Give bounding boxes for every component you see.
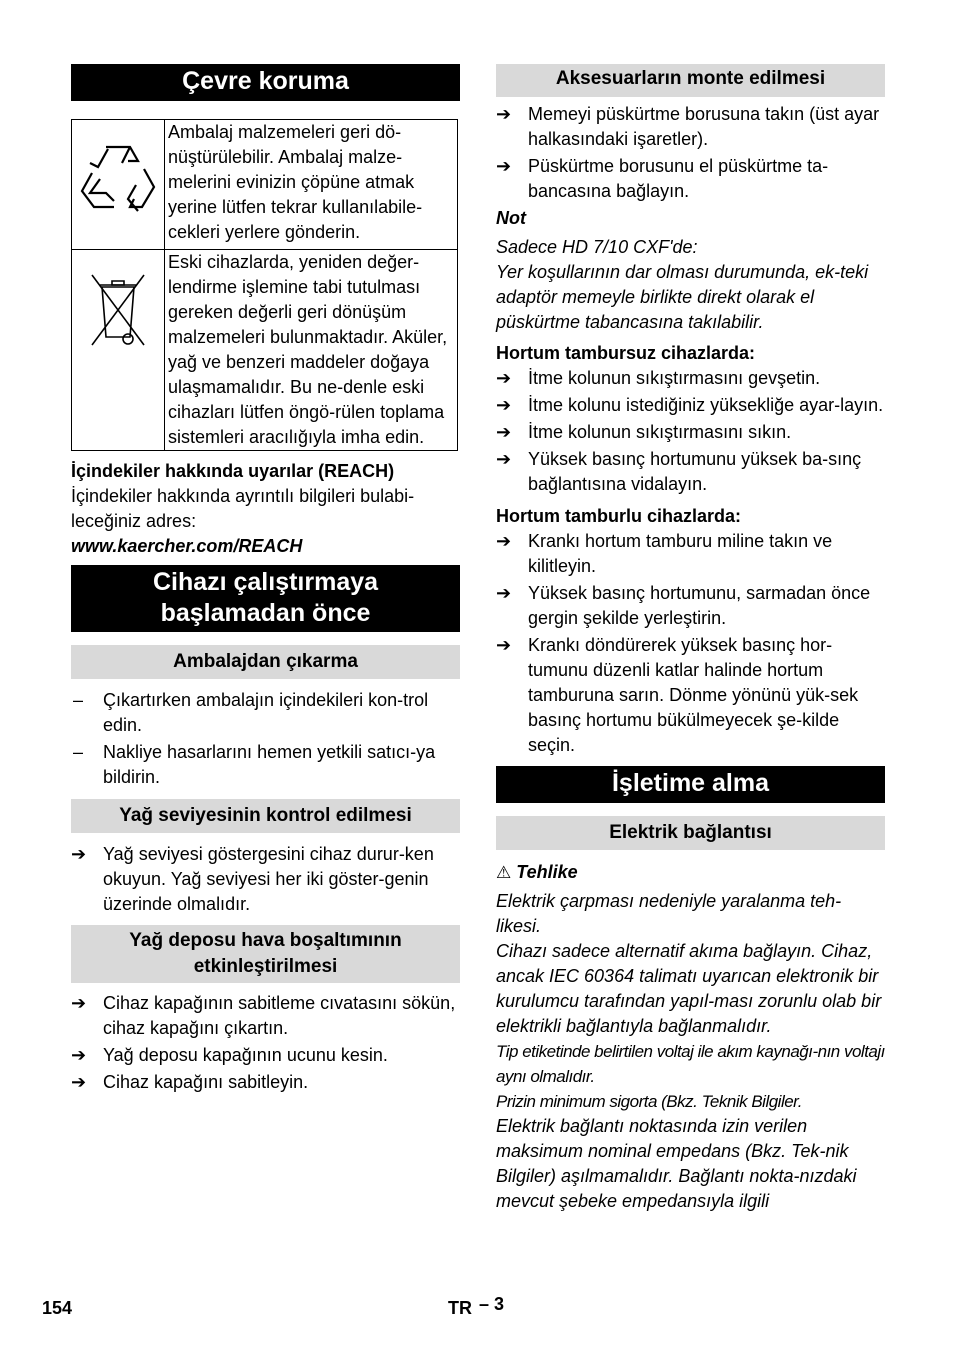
oil-venting-list [71, 991, 460, 1095]
arrow-bullet-icon: ➔ [71, 1045, 87, 1065]
environment-table [71, 119, 458, 451]
table-row [72, 120, 458, 250]
list-item-text: Çıkartırken ambalajın içindekileri kon-trol edin. [103, 690, 429, 735]
list-item-text: Yağ deposu kapağının ucunu kesin. [103, 1045, 388, 1065]
list-item [496, 581, 885, 631]
list-item-text: Krankı hortum tamburu miline takın ve kilitleyin. [528, 531, 833, 576]
list-item-text: Yağ seviyesi göstergesini cihaz durur-ken okuyun. Yağ seviyesi her iki göster-genin üzerinde olmalıdır. [103, 844, 434, 914]
subsection-title-unpacking: Ambalajdan çıkarma [71, 645, 460, 679]
subsection-title-electrical: Elektrik bağlantısı [496, 816, 885, 850]
table-row [72, 250, 458, 451]
recycle-icon [78, 135, 158, 215]
danger-text-2: Cihazı sadece alternatif akıma bağlayın. Cihaz, ancak IEC 60364 talimatı uyarıcan elektronik bir kurulumcu tarafından yapıl-ması zorunlu olab bir elektrikli bağlantıyla bağlanmalıdır. [496, 941, 882, 1036]
reel-title: Hortum tamburlu cihazlarda: [496, 506, 742, 526]
section-title-before-start: Cihazı çalıştırmaya başlamadan önce [71, 565, 460, 632]
danger-text-4: Prizin minimum sigorta (Bkz. Teknik Bilgiler. [496, 1092, 802, 1111]
list-item-text: Püskürtme borusunu el püskürtme ta-bancasına bağlayın. [528, 156, 829, 201]
note-label: Not [496, 208, 526, 228]
weee-icon-cell [72, 250, 165, 451]
list-item-text: Yüksek basınç hortumunu, sarmadan önce gergin şekilde yerleştirin. [528, 583, 871, 628]
weee-text: Eski cihazlarda, yeniden değer-lendirme işlemine tabi tutulması gereken değerli geri dönüşüm malzemeleri bulunmaktadır. Aküler, yağ ve benzeri maddeler doğaya ulaşmamalıdır. Bu ne-denle eski cihazları lütfen öngö-rülen toplama sistemleri aracılığıyla imha edin. [165, 250, 458, 451]
arrow-bullet-icon: ➔ [496, 449, 512, 469]
list-item-text: İtme kolunun sıkıştırmasını sıkın. [528, 422, 792, 442]
danger-heading [496, 860, 885, 885]
list-item-text: Memeyi püskürtme borusuna takın (üst ayar halkasındaki işaretler). [528, 104, 880, 149]
unpacking-list [71, 688, 460, 790]
list-item [496, 154, 885, 204]
arrow-bullet-icon: ➔ [496, 635, 512, 655]
footer-lang [448, 1294, 505, 1319]
danger-text-3: Tip etiketinde belirtilen voltaj ile akım kaynağı-nın voltajı aynı olmalıdır. [496, 1042, 885, 1086]
list-item [496, 102, 885, 152]
list-item-text: Cihaz kapağını sabitleyin. [103, 1072, 309, 1092]
arrow-bullet-icon: ➔ [496, 395, 512, 415]
list-item-text: Yüksek basınç hortumunu yüksek ba-sınç bağlantısına vidalayın. [528, 449, 862, 494]
oil-level-list [71, 842, 460, 917]
list-item [71, 688, 460, 738]
note-line2: Yer koşullarının dar olması durumunda, ek-teki adaptör memeyle birlikte direkt olarak el püskürtme tabancasına takılabilir. [496, 262, 869, 332]
list-item-text: İtme kolunu istediğiniz yüksekliğe ayar-layın. [528, 395, 884, 415]
arrow-bullet-icon: ➔ [496, 531, 512, 551]
no-reel-list [496, 366, 885, 497]
arrow-bullet-icon: ➔ [71, 1072, 87, 1092]
arrow-bullet-icon: ➔ [71, 993, 87, 1013]
list-item [71, 991, 460, 1041]
list-item [71, 740, 460, 790]
subsection-title-oil-level: Yağ seviyesinin kontrol edilmesi [71, 799, 460, 833]
section-title-environment: Çevre koruma [71, 64, 460, 101]
arrow-bullet-icon: ➔ [496, 583, 512, 603]
list-item-text: İtme kolunun sıkıştırmasını gevşetin. [528, 368, 821, 388]
list-item-text: Krankı döndürerek yüksek basınç hor-tumunu düzenli katlar halinde hortum tamburuna sarın. Dönme yönünü yük-sek basınç hortumu bükülmeyecek şe-kilde seçin. [528, 635, 859, 755]
list-item [496, 447, 885, 497]
reach-title: İçindekiler hakkında uyarılar (REACH) [71, 461, 395, 481]
accessories-list [496, 102, 885, 204]
warning-icon: ⚠ [496, 863, 512, 882]
list-item [496, 420, 885, 445]
subsection-title-oil-venting: Yağ deposu hava boşaltımının etkinleştirilmesi [71, 925, 460, 983]
arrow-bullet-icon: ➔ [496, 156, 512, 176]
left-column [71, 64, 460, 1097]
section-title-operation: İşletime alma [496, 766, 885, 803]
danger-text-1: Elektrik çarpması nedeniyle yaralanma teh-likesi. [496, 891, 842, 936]
recycle-icon-cell [72, 120, 165, 250]
list-item-text: Nakliye hasarlarını hemen yetkili satıcı-ya bildirin. [103, 742, 436, 787]
dash-bullet-icon: – [73, 742, 84, 762]
right-column [496, 64, 885, 1214]
list-item [71, 1070, 460, 1095]
no-reel-title: Hortum tambursuz cihazlarda: [496, 343, 756, 363]
arrow-bullet-icon: ➔ [496, 422, 512, 442]
list-item [71, 1043, 460, 1068]
arrow-bullet-icon: ➔ [496, 104, 512, 124]
danger-text-5: Elektrik bağlantı noktasında izin verilen maksimum nominal empedans (Bkz. Tek-nik Bilgiler) aşılmamalıdır. Bağlantı nokta-nızdaki mevcut şebeke empedansıyla ilgili [496, 1116, 857, 1211]
note-line1: Sadece HD 7/10 CXF'de: [496, 237, 698, 257]
list-item-text: Cihaz kapağının sabitleme cıvatasını sökün, cihaz kapağını çıkartın. [103, 993, 456, 1038]
arrow-bullet-icon: ➔ [496, 368, 512, 388]
reach-link[interactable]: www.kaercher.com/REACH [71, 536, 303, 556]
page-number: 154 [42, 1298, 73, 1318]
list-item [496, 393, 885, 418]
crossed-bin-icon [86, 265, 150, 349]
section-number: – 3 [479, 1294, 505, 1314]
list-item [496, 529, 885, 579]
language-code: TR [448, 1298, 472, 1318]
recycling-text: Ambalaj malzemeleri geri dö-nüştürülebilir. Ambalaj malze-melerini evinizin çöpüne atmak yerine lütfen tekrar kullanılabile-cekleri yerlere gönderin. [165, 120, 458, 250]
list-item [496, 633, 885, 758]
danger-label: Tehlike [516, 862, 578, 882]
reach-text: İçindekiler hakkında ayrıntılı bilgileri bulabi-leceğiniz adres: [71, 486, 415, 531]
reel-list [496, 529, 885, 758]
list-item [71, 842, 460, 917]
list-item [496, 366, 885, 391]
subsection-title-accessories: Aksesuarların monte edilmesi [496, 64, 885, 97]
arrow-bullet-icon: ➔ [71, 844, 87, 864]
dash-bullet-icon: – [73, 690, 84, 710]
